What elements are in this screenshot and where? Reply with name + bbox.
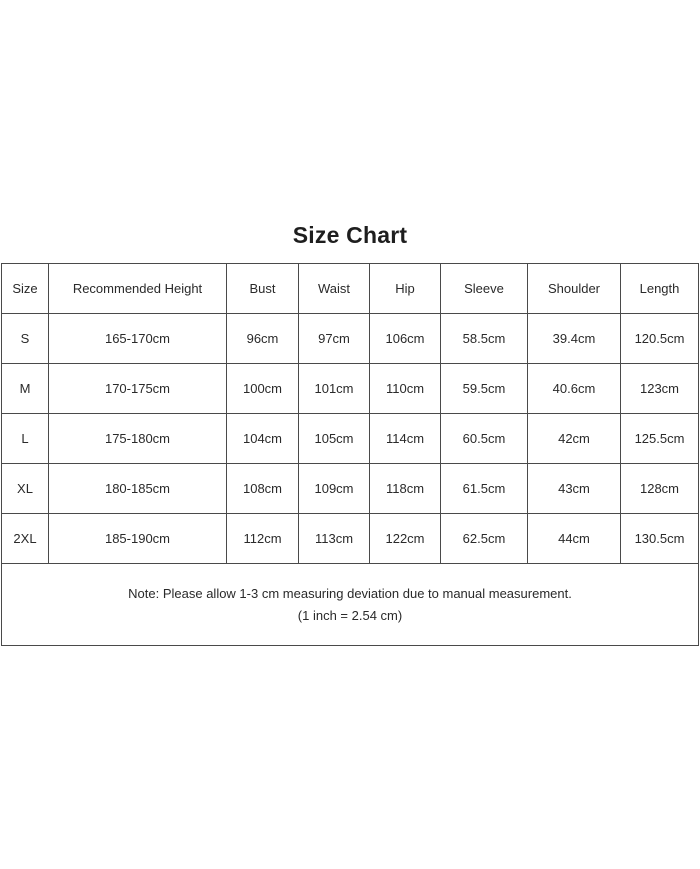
table-cell: 123cm: [621, 364, 699, 414]
table-cell: 125.5cm: [621, 414, 699, 464]
table-cell: 101cm: [299, 364, 370, 414]
table-cell: 58.5cm: [441, 314, 528, 364]
table-cell: 122cm: [370, 514, 441, 564]
table-cell: 175-180cm: [49, 414, 227, 464]
table-cell: 112cm: [227, 514, 299, 564]
table-cell: 2XL: [2, 514, 49, 564]
table-cell: 59.5cm: [441, 364, 528, 414]
table-row: [2, 364, 699, 414]
table-cell: 130.5cm: [621, 514, 699, 564]
table-cell: 180-185cm: [49, 464, 227, 514]
table-cell: 170-175cm: [49, 364, 227, 414]
table-cell: 62.5cm: [441, 514, 528, 564]
table-cell: 113cm: [299, 514, 370, 564]
table-cell: 114cm: [370, 414, 441, 464]
page-title: Size Chart: [292, 222, 408, 248]
table-row: [2, 414, 699, 464]
note-cell: [2, 564, 699, 646]
header-waist: Waist: [299, 264, 370, 314]
header-sleeve: Sleeve: [441, 264, 528, 314]
table-cell: L: [2, 414, 49, 464]
table-cell: 60.5cm: [441, 414, 528, 464]
table-cell: 185-190cm: [49, 514, 227, 564]
table-cell: XL: [2, 464, 49, 514]
table-cell: 42cm: [528, 414, 621, 464]
table-cell: 128cm: [621, 464, 699, 514]
table-cell: 110cm: [370, 364, 441, 414]
table-cell: 165-170cm: [49, 314, 227, 364]
header-size: Size: [2, 264, 49, 314]
measurement-note: Note: Please allow 1-3 cm measuring deviation due to manual measurement.: [128, 585, 572, 601]
header-shoulder: Shoulder: [528, 264, 621, 314]
table-cell: 100cm: [227, 364, 299, 414]
size-chart-table: [1, 263, 699, 646]
table-cell: 109cm: [299, 464, 370, 514]
table-row: [2, 464, 699, 514]
table-row: [2, 514, 699, 564]
table-cell: 96cm: [227, 314, 299, 364]
note-row: [2, 564, 699, 646]
table-row: [2, 314, 699, 364]
table-cell: 108cm: [227, 464, 299, 514]
table-header-row: [2, 264, 699, 314]
table-cell: S: [2, 314, 49, 364]
table-cell: 120.5cm: [621, 314, 699, 364]
header-recommended-height: Recommended Height: [49, 264, 227, 314]
table-cell: 97cm: [299, 314, 370, 364]
table-cell: 39.4cm: [528, 314, 621, 364]
table-cell: 106cm: [370, 314, 441, 364]
table-cell: M: [2, 364, 49, 414]
header-bust: Bust: [227, 264, 299, 314]
table-cell: 61.5cm: [441, 464, 528, 514]
header-hip: Hip: [370, 264, 441, 314]
table-cell: 40.6cm: [528, 364, 621, 414]
header-length: Length: [621, 264, 699, 314]
table-cell: 43cm: [528, 464, 621, 514]
table-cell: 104cm: [227, 414, 299, 464]
inch-conversion-note: (1 inch = 2.54 cm): [297, 607, 403, 623]
table-cell: 105cm: [299, 414, 370, 464]
table-cell: 118cm: [370, 464, 441, 514]
table-cell: 44cm: [528, 514, 621, 564]
